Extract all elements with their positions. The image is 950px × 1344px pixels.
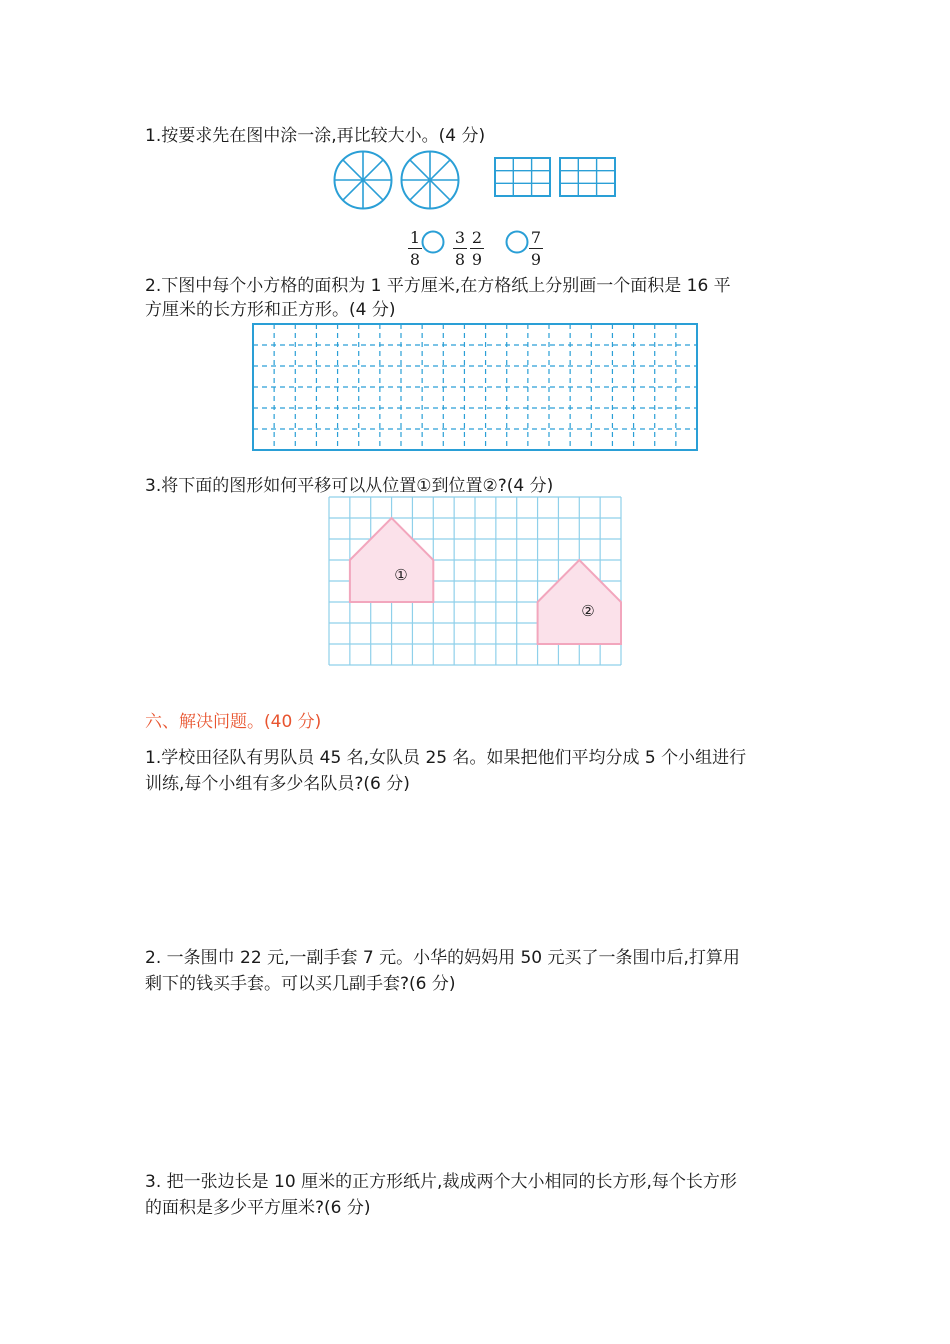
- p2-line1: 2. 一条围巾 22 元,一副手套 7 元。小华的妈妈用 50 元买了一条围巾后,打算用: [145, 948, 740, 968]
- p3-line1: 3. 把一张边长是 10 厘米的正方形纸片,裁成两个大小相同的长方形,每个长方形: [145, 1172, 737, 1192]
- fraction-3-8: $\frac{3}{8}$: [454, 228, 466, 269]
- p2-line2: 剩下的钱买手套。可以买几副手套?(6 分): [145, 974, 456, 994]
- q2-line1: 2.下图中每个小方格的面积为 1 平方厘米,在方格纸上分别画一个面积是 16 平: [145, 276, 731, 296]
- rect-figure-1[interactable]: [494, 157, 551, 197]
- q2-line2: 方厘米的长方形和正方形。(4 分): [145, 300, 396, 320]
- q1-text: 1.按要求先在图中涂一涂,再比较大小。(4 分): [145, 126, 486, 146]
- position-label-2: ②: [581, 602, 595, 620]
- answer-area-p1[interactable]: [145, 800, 805, 940]
- p1-line1: 1.学校田径队有男队员 45 名,女队员 25 名。如果把他们平均分成 5 个小组进行: [145, 748, 747, 768]
- compare-circle-2[interactable]: [505, 230, 529, 254]
- q3-text: 3.将下面的图形如何平移可以从位置①到位置②?(4 分): [145, 476, 554, 496]
- compare-circle-1[interactable]: [421, 230, 445, 254]
- circle-figure-1[interactable]: [333, 150, 393, 210]
- fraction-1-8: $\frac{1}{8}$: [409, 228, 421, 269]
- p1-line2: 训练,每个小组有多少名队员?(6 分): [145, 774, 410, 794]
- fraction-7-9: $\frac{7}{9}$: [530, 228, 542, 269]
- fraction-2-9: $\frac{2}{9}$: [471, 228, 483, 269]
- section-title: 六、解决问题。(40 分): [145, 712, 322, 732]
- p3-line2: 的面积是多少平方厘米?(6 分): [145, 1198, 371, 1218]
- dashed-grid-paper[interactable]: [252, 323, 698, 451]
- rect-figure-2[interactable]: [559, 157, 616, 197]
- answer-area-p3[interactable]: [145, 1224, 805, 1324]
- answer-area-p2[interactable]: [145, 1000, 805, 1160]
- position-label-1: ①: [394, 566, 408, 584]
- translation-grid[interactable]: [329, 497, 621, 665]
- circle-figure-2[interactable]: [400, 150, 460, 210]
